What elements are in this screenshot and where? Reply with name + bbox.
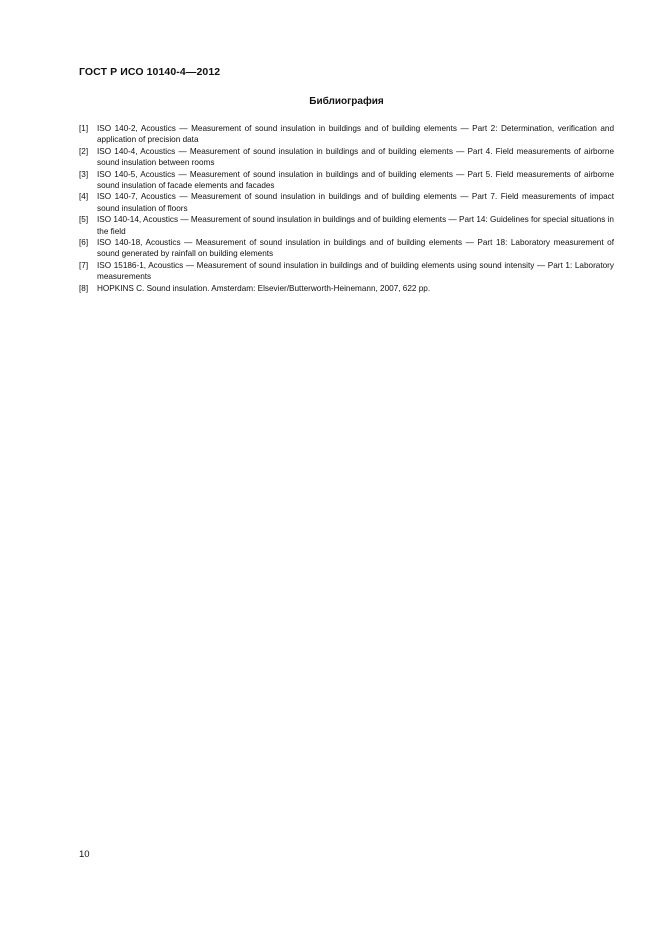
entry-text: ISO 140-18, Acoustics — Measurement of sound insulation in buildings and of building elements — Part 18: Laboratory measurement of sound generated by rainfall on building elements — [97, 238, 614, 259]
bibliography-entry — [79, 146, 614, 169]
entry-text: ISO 140-7, Acoustics — Measurement of sound insulation in buildings and of building elements — Part 7. Field measurements of impact sound insulation of floors — [97, 192, 614, 213]
entry-number: [5] — [79, 215, 89, 225]
bibliography-entry — [79, 237, 614, 260]
bibliography-list — [79, 123, 614, 294]
entry-number: [8] — [79, 283, 89, 293]
bibliography-entry — [79, 123, 614, 146]
bibliography-entry — [79, 169, 614, 192]
entry-number: [3] — [79, 169, 89, 179]
entry-text: ISO 140-4, Acoustics — Measurement of sound insulation in buildings and of building elements — Part 4. Field measurements of airborne sound insulation between rooms — [97, 146, 614, 168]
entry-number: [2] — [79, 146, 89, 156]
entry-number: [7] — [79, 260, 89, 270]
bibliography-entry — [79, 260, 614, 283]
section-title: Библиография — [309, 96, 384, 107]
entry-text: ISO 140-14, Acoustics — Measurement of sound insulation in buildings and of building elements — Part 14: Guidelines for special situations in the field — [97, 215, 614, 236]
entry-number: [4] — [79, 192, 89, 202]
entry-text: ISO 15186-1, Acoustics — Measurement of sound insulation in buildings and of building elements using sound intensity — Part 1: Laboratory measurements — [97, 260, 614, 282]
bibliography-entry — [79, 214, 614, 237]
entry-text: ISO 140-2, Acoustics — Measurement of sound insulation in buildings and of building elements — Part 2: Determination, verification and application of precision data — [97, 124, 614, 145]
entry-number: [6] — [79, 238, 89, 248]
entry-number: [1] — [79, 124, 89, 133]
bibliography-entry — [79, 191, 614, 214]
entry-text: HOPKINS C. Sound insulation. Amsterdam: Elsevier/Butterworth-Heinemann, 2007, 622 pp. — [97, 283, 431, 293]
document-code: ГОСТ Р ИСО 10140-4—2012 — [79, 66, 221, 78]
entry-text: ISO 140-5, Acoustics — Measurement of sound insulation in buildings and of building elements — Part 5. Field measurements of airborne sound insulation of facade elements and facades — [97, 169, 614, 191]
bibliography-entry — [79, 283, 614, 294]
page-number: 10 — [79, 849, 90, 860]
